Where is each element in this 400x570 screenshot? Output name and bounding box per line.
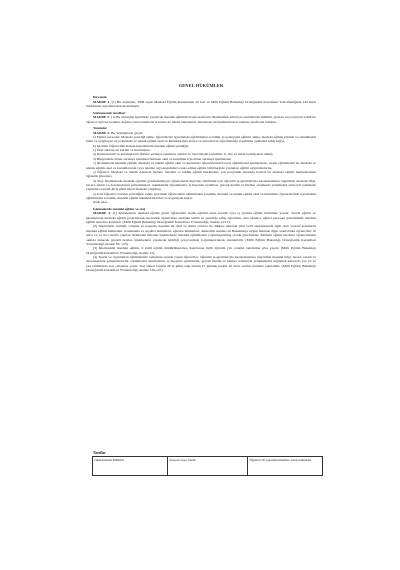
section-subheading: İşletmelerde mesleki eğitim ve staj (93, 207, 146, 212)
clause-item: d) Staj: İşletmelerde mesleki eğitime gönderilemeyen öğrencilerin diploma alabilmek için öğrenim programlarıyla kazandırılması öngörülen mesleki bilgi, beceri, tutum ve davranışlarını geliştirmeleri, tekniklerini öğrenmeleri, iş hayatına uyumları, gerçek üretim ve hizmet ortamında yetişmeleri amacıyla işletmede yaptıkları toplam 40 iş günü süreli mesleki çalışmayı, (86, 178, 316, 192)
article-text: Bu Sözleşmede geçen; (110, 130, 144, 135)
clause-item: 1) Özel sektöre ait kurum ve kuruluşları, (93, 148, 151, 153)
document-heading: GENEL HÜKÜMLER (178, 83, 224, 88)
sections-container (86, 95, 316, 272)
article-label: MADDE 1- (93, 99, 111, 104)
section-subheading: Dayanak (93, 95, 107, 100)
parties-section (92, 451, 310, 476)
article-text: (1) İşletmelerde mesleki eğitim gören öğrencinin teorik eğitimi okul, kurum veya iş yerinin eğitim biriminde yapılır. Teorik eğitim ve işletmelerde mesleki eğitim programının öncesinde öğrencilere sertifika sahibi ve yeterliğe sahip öğretmen, usta öğretici, eğitici personel gözetiminde mesleki eğitim sürecine katılırlar. (Milli Eğitim Bakanlığı Ortaöğretim Kurumları Yönetmeliği, madde 123/1). (86, 211, 316, 225)
article-label: MADDE 3- (93, 130, 111, 135)
article-label: MADDE 2- (93, 115, 111, 120)
school-director-cell: Okul/Kurum Müdürü (93, 457, 168, 476)
clause-item: b) İşletme: Öğrencinin Kanun kapsamında mesleki eğitim gördüğü, (93, 143, 189, 148)
student-guardian-cell: Öğrenci/18 yaşından küçükse yasal temsilcisi (248, 457, 323, 476)
clause-item: 2) Kamu kurum ve kuruluşlarını (Döner sermaye işletmesi olanlar ve özel bütçeli kurumlar, il, ilçe ve belde belediyeleri dahil), (93, 152, 274, 157)
article-paragraph (86, 100, 316, 109)
clause-item: (3) İşletmedeki mesleki eğitim, il milli eğitim müdürlüklerince hazırlanan ilgili öğretim yılı çalışma takvimine göre yapılır (Milli Eğitim Bakanlığı Ortaöğretim Kurumları Yönetmeliği, madde 15). (86, 246, 316, 255)
article-text: (1) Bu sözleşme, 3308 sayılı Mesleki Eğitim Kanununun 25 inci ve Milli Eğitim Bakanlığı Ortaöğretim Kurumları Yönetmeliğinin 143 üncü maddesine dayanılarak hazırlanmıştır. (86, 99, 316, 109)
clause-item: ç) Öğrenci: Mesleki ve teknik Anadolu liseleri, mesleki ve teknik eğitim merkezleri, çok programlı Anadolu liseleri ile mesleki eğitim merkezlerinde öğrenim görenleri, (86, 169, 316, 179)
clause-item: c) İşletmelerde mesleki eğitim: Mesleki ve teknik eğitim okul ve kurumları öğrencilerinin beceri eğitimlerini işletmelerde, teorik eğitimlerini ise mesleki ve teknik eğitim okul ve kurumlarında veya işletme veya kurumlarca tesis edilen eğitim birimlerinde yaptıkları eğitim uygulamalarını, (86, 161, 316, 170)
article-label: MADDE 4- (93, 211, 112, 216)
article-text: (1) Bu sözleşme işletmede yapılacak mesleki eğitimin/stajın esaslarını düzenlemek amacıyla okul/kurum müdürü, işveren veya işveren vekili ile öğrenci reşit ise kendisi, değilse yasal temsilcisi arasında üç nüsha düzenlenir, imzalanan sözleşmenin birer nüshası taraflarda bulunur. (86, 115, 316, 124)
signature-row (93, 457, 323, 476)
signature-table (92, 456, 323, 476)
employer-cell: İşveren veya Vekili (168, 457, 248, 476)
clause-item: ifade eder. (93, 200, 108, 205)
section-subheading: Sözleşmenin tarafları (93, 110, 126, 115)
parties-title: Taraflar (93, 451, 106, 455)
clause-item: a) Eğitici personel: Mesleki yeterliği sahip, öğrencilerin işyerindeki eğitiminden sorumlu, iş pedagojisi eğitimi almış, mesleki eğitim yöntem ve tekniklerini bilen ve uygulayan veya mesleki ve teknik eğitim okul ve kurumlarında atölye ve laboratuvar öğretmenliği yapabilme yetkisine sahip kişiyi, (86, 135, 316, 144)
clause-item: e) Usta Öğretici: Ustalık yeterliğine sahip, işyerinde öğrencilerin eğitiminden sorumlu, mesleki ve teknik eğitim okul ve kurumları öğrencilerinin işyerindeki eğitiminden sorumlu, mesleki eğitim tekniklerini bilen ve uygulayan kişiyi, (86, 191, 316, 200)
clause-item: (4) Teorik ve uygulamalı eğitimlerinin tamamını okulda yapan öğrenciler, öğrenim programlarıyla kazandırılması öngörülen mesleki bilgi, beceri, tutum ve davranışlarını geliştirmelerini, tekniklerini tanımalarını, iş hayatına uyumlarını, gerçek üretim ve hizmet ortamında yetişmelerini sağlamak amacıyla yaz yıl ve yaz tatillerinde staj çalışması yapar. Staj süresi toplam 40 iş günü olup bunun 15 gününe kadarı 10 uncu sınıfın sonunda yapılabilir. (Milli Eğitim Bakanlığı Ortaöğretim Kurumları Yönetmeliği, madde 126-127). (86, 254, 316, 272)
document-body (86, 84, 316, 272)
article-paragraph (86, 211, 316, 224)
clause-item: 3) Bünyesinde döner sermaye işletmesi bulunan okul ve kurumlar için döner sermaye işletmesini, (93, 156, 232, 161)
section-subheading: Tanımlar (93, 126, 108, 131)
clause-item: (2) Sektörlerin özelliği, çalışma ve kapasite durumu ile okul ve ikinci partları ile dikkate alınarak yılın belli zamanlarında ilgili olan yöresel konularda mesleki eğitim hizmetleri, konaklama ve seyahat hizmetleri, eğlence hizmetleri, denizcilik alanları ile Bakanlıkça uygun bulunan diğer alanlardaki öğrencileri 10 uncu ve 11 inci sınıfta yapılan tarihinden itibaren işletmelerde mesleki eğitimlerini yoğunlaştırılmış olarak görebilirler. Mesleki eğitim merkezi öğrencilerinin okulda alınacak gerekli dersler, işletmelerle yapılacak işbirliği çerçevesinde yoğunlaştırılarak okutulabilir. (Milli Eğitim Bakanlığı Ortaöğretim Kurumları Yönetmeliği, madde 63, 123). (86, 224, 316, 246)
article-paragraph (86, 115, 316, 124)
